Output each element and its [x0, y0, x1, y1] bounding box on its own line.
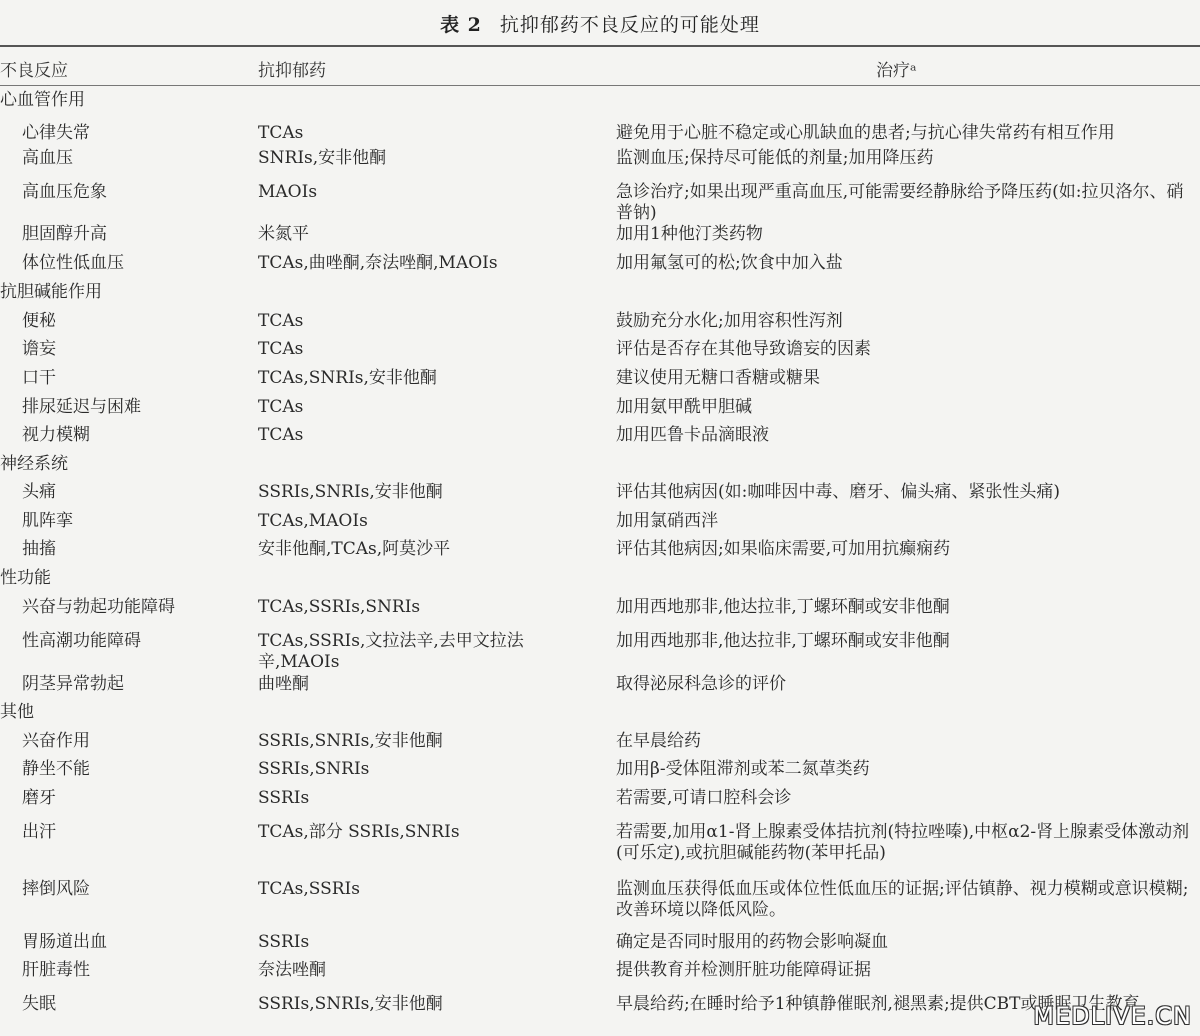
adverse-reaction-cell: 视力模糊 — [22, 425, 90, 445]
antidepressant-cell: TCAs,SSRIs,SNRIs — [258, 597, 421, 617]
adverse-reaction-cell: 性高潮功能障碍 — [22, 631, 141, 651]
treatment-cell: 加用β-受体阻滞剂或苯二氮䓬类药 — [616, 759, 870, 779]
adverse-reaction-cell: 阴茎异常勃起 — [22, 674, 124, 694]
treatment-cell: 急诊治疗;如果出现严重高血压,可能需要经静脉给予降压药(如:拉贝洛尔、硝普钠) — [616, 182, 1184, 223]
treatment-cell: 评估其他病因(如:咖啡因中毒、磨牙、偏头痛、紧张性头痛) — [616, 482, 1060, 502]
treatment-cell: 早晨给药;在睡时给予1种镇静催眠剂,褪黑素;提供CBT或睡眠卫生教育 — [616, 994, 1140, 1014]
header-antidepressant: 抗抑郁药 — [258, 61, 326, 81]
treatment-cell: 建议使用无糖口香糖或糖果 — [616, 368, 820, 388]
table-number: 表 2 — [440, 14, 482, 36]
antidepressant-cell: TCAs — [258, 123, 304, 143]
table-caption: 抗抑郁药不良反应的可能处理 — [499, 14, 760, 36]
treatment-cell: 加用氟氢可的松;饮食中加入盐 — [616, 253, 843, 273]
antidepressant-cell: SSRIs,SNRIs,安非他酮 — [258, 482, 443, 502]
treatment-cell: 提供教育并检测肝脏功能障碍证据 — [616, 960, 871, 980]
category-label: 抗胆碱能作用 — [0, 282, 102, 302]
adverse-reaction-cell: 高血压 — [22, 148, 73, 168]
antidepressant-cell: SSRIs,SNRIs — [258, 759, 370, 779]
adverse-reaction-cell: 谵妄 — [22, 339, 56, 359]
antidepressant-cell: TCAs — [258, 339, 304, 359]
adverse-reaction-cell: 兴奋与勃起功能障碍 — [22, 597, 175, 617]
header-rule — [0, 85, 1200, 86]
treatment-cell: 若需要,可请口腔科会诊 — [616, 788, 792, 808]
adverse-reaction-cell: 抽搐 — [22, 539, 56, 559]
adverse-reaction-cell: 磨牙 — [22, 788, 56, 808]
treatment-cell: 评估其他病因;如果临床需要,可加用抗癫痫药 — [616, 539, 951, 559]
treatment-cell: 若需要,加用α1-肾上腺素受体拮抗剂(特拉唑嗪),中枢α2-肾上腺素受体激动剂(可乐定),或抗胆碱能药物(苯甲托品) — [616, 822, 1190, 863]
antidepressant-cell: TCAs,曲唑酮,奈法唑酮,MAOIs — [258, 253, 498, 273]
adverse-reaction-cell: 肝脏毒性 — [22, 960, 90, 980]
antidepressant-cell: TCAs,SSRIs — [258, 879, 360, 899]
antidepressant-cell: TCAs,部分 SSRIs,SNRIs — [258, 822, 460, 842]
table-title — [0, 10, 1200, 37]
treatment-cell: 加用西地那非,他达拉非,丁螺环酮或安非他酮 — [616, 631, 950, 651]
antidepressant-cell: SSRIs — [258, 932, 310, 952]
adverse-reaction-cell: 兴奋作用 — [22, 731, 90, 751]
adverse-reaction-cell: 心律失常 — [22, 123, 90, 143]
adverse-reaction-cell: 肌阵挛 — [22, 511, 73, 531]
adverse-reaction-cell: 便秘 — [22, 311, 56, 331]
treatment-cell: 取得泌尿科急诊的评价 — [616, 674, 786, 694]
adverse-reaction-cell: 胃肠道出血 — [22, 932, 107, 952]
adverse-reaction-cell: 高血压危象 — [22, 182, 107, 202]
adverse-reaction-cell: 出汗 — [22, 822, 56, 842]
category-label: 心血管作用 — [0, 90, 85, 110]
antidepressant-cell: 米氮平 — [258, 224, 309, 244]
antidepressant-cell: SSRIs,SNRIs,安非他酮 — [258, 994, 443, 1014]
treatment-cell: 加用氨甲酰甲胆碱 — [616, 397, 752, 417]
antidepressant-cell: SSRIs — [258, 788, 310, 808]
watermark: MEDLIVE.CN — [1033, 1002, 1192, 1030]
treatment-cell: 评估是否存在其他导致谵妄的因素 — [616, 339, 871, 359]
antidepressant-cell: MAOIs — [258, 182, 318, 202]
adverse-reaction-cell: 静坐不能 — [22, 759, 90, 779]
treatment-cell: 加用匹鲁卡品滴眼液 — [616, 425, 769, 445]
header-treatment: 治疗ᵃ — [876, 61, 917, 81]
category-label: 其他 — [0, 702, 34, 722]
adverse-reaction-cell: 失眠 — [22, 994, 56, 1014]
antidepressant-cell: TCAs — [258, 425, 304, 445]
treatment-cell: 加用1种他汀类药物 — [616, 224, 763, 244]
treatment-cell: 在早晨给药 — [616, 731, 701, 751]
treatment-cell: 监测血压;保持尽可能低的剂量;加用降压药 — [616, 148, 934, 168]
antidepressant-cell: TCAs,MAOIs — [258, 511, 368, 531]
antidepressant-cell: TCAs — [258, 311, 304, 331]
antidepressant-cell: 安非他酮,TCAs,阿莫沙平 — [258, 539, 451, 559]
category-label: 性功能 — [0, 568, 51, 588]
treatment-cell: 确定是否同时服用的药物会影响凝血 — [616, 932, 888, 952]
adverse-reaction-cell: 口干 — [22, 368, 56, 388]
treatment-cell: 加用氯硝西泮 — [616, 511, 718, 531]
antidepressant-cell: TCAs — [258, 397, 304, 417]
treatment-cell: 避免用于心脏不稳定或心肌缺血的患者;与抗心律失常药有相互作用 — [616, 123, 1115, 143]
adverse-reaction-cell: 胆固醇升高 — [22, 224, 107, 244]
treatment-cell: 加用西地那非,他达拉非,丁螺环酮或安非他酮 — [616, 597, 950, 617]
adverse-reaction-cell: 排尿延迟与困难 — [22, 397, 141, 417]
top-rule — [0, 45, 1200, 47]
treatment-cell: 鼓励充分水化;加用容积性泻剂 — [616, 311, 843, 331]
antidepressant-cell: SSRIs,SNRIs,安非他酮 — [258, 731, 443, 751]
adverse-reaction-cell: 摔倒风险 — [22, 879, 90, 899]
antidepressant-cell: SNRIs,安非他酮 — [258, 148, 387, 168]
antidepressant-cell: TCAs,SSRIs,文拉法辛,去甲文拉法辛,MAOIs — [258, 631, 524, 672]
category-label: 神经系统 — [0, 454, 68, 474]
adverse-reaction-cell: 头痛 — [22, 482, 56, 502]
treatment-cell: 监测血压获得低血压或体位性低血压的证据;评估镇静、视力模糊或意识模糊;改善环境以降低风险。 — [616, 879, 1189, 920]
adverse-reaction-cell: 体位性低血压 — [22, 253, 124, 273]
antidepressant-cell: 曲唑酮 — [258, 674, 309, 694]
antidepressant-cell: TCAs,SNRIs,安非他酮 — [258, 368, 437, 388]
antidepressant-cell: 奈法唑酮 — [258, 960, 326, 980]
header-adverse-reaction: 不良反应 — [0, 61, 68, 81]
